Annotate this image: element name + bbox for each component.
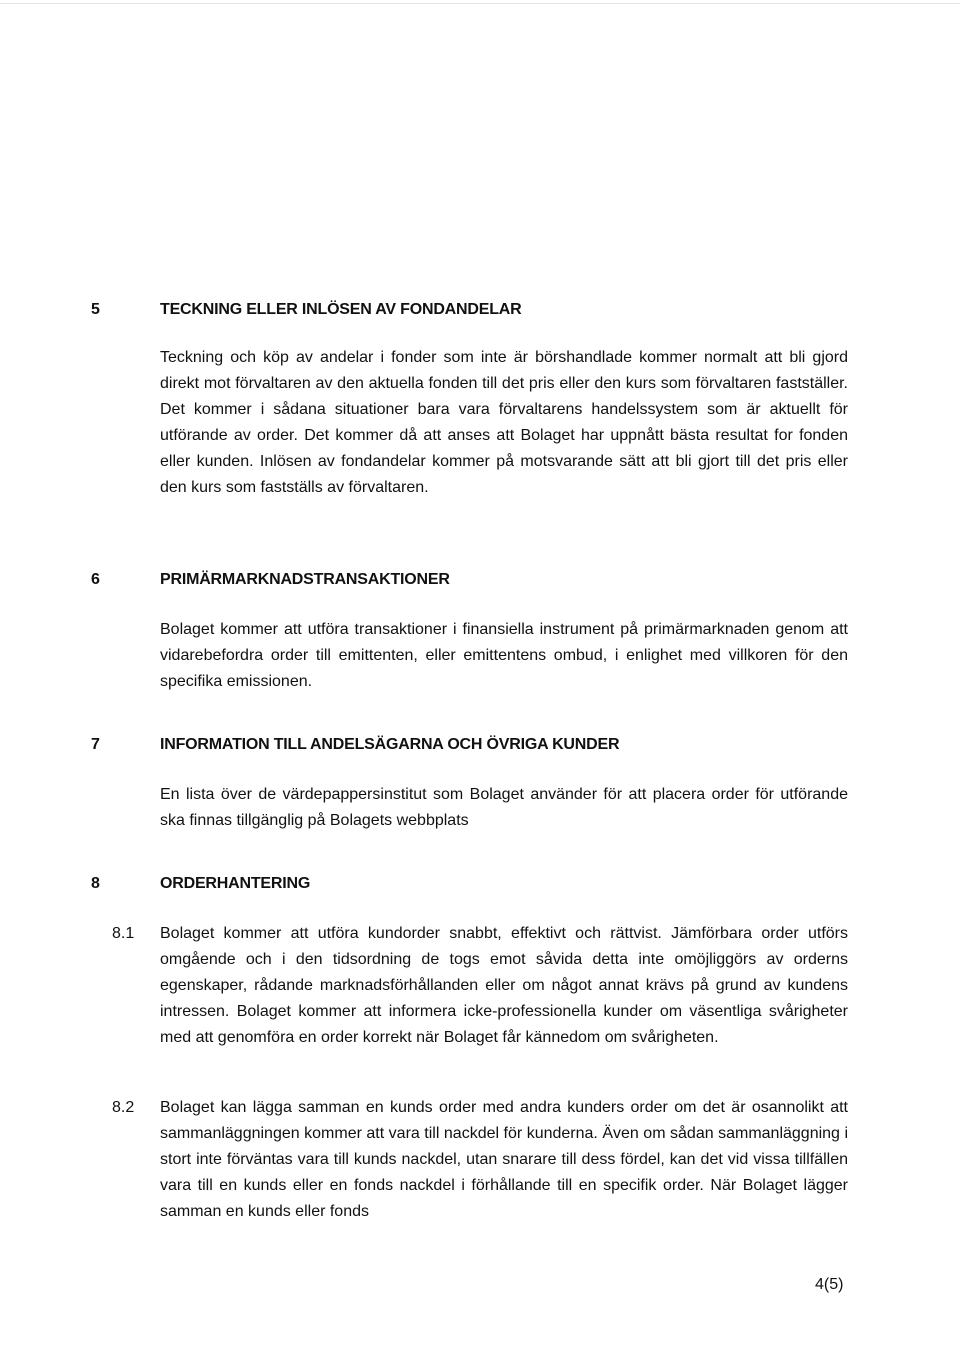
section-7-number: 7 [91, 736, 100, 753]
section-5-paragraph: Teckning och köp av andelar i fonder som inte är börshandlade kommer normalt att bli gjord direkt mot förvaltaren av den aktuella fonden till det pris eller den kurs som förvaltaren fastställer. Det kommer i sådana situationer bara vara förvaltarens handelssystem som är aktuellt för utförande av order. Det kommer då att anses att Bolaget har uppnått bästa resultat for fonden eller kunden. Inlösen av fondandelar kommer på motsvarande sätt att bli gjort till det pris eller den kurs som fastställs av förvaltaren. [160, 349, 848, 496]
section-5-number: 5 [91, 301, 100, 318]
section-8-heading: ORDERHANTERING [160, 875, 311, 892]
scan-edge-line [0, 3, 960, 4]
section-6-heading: PRIMÄRMARKNADSTRANSAKTIONER [160, 571, 450, 588]
section-8-1-number: 8.1 [112, 925, 135, 942]
section-7-paragraph: En lista över de värdepappersinstitut som Bolaget använder för att placera order för utförande ska finnas tillgänglig på Bolagets webbplats [160, 786, 848, 829]
section-6-number: 6 [91, 571, 100, 588]
section-5-heading: TECKNING ELLER INLÖSEN AV FONDANDELAR [160, 301, 522, 318]
page-number: 4(5) [815, 1276, 844, 1293]
section-8-2-number: 8.2 [112, 1099, 135, 1116]
section-7-heading: INFORMATION TILL ANDELSÄGARNA OCH ÖVRIGA KUNDER [160, 736, 620, 753]
section-8-number: 8 [91, 875, 100, 892]
section-8-1-paragraph: Bolaget kommer att utföra kundorder snabbt, effektivt och rättvist. Jämförbara order utförs omgående och i den tidsordning de togs emot såvida detta inte omöjliggörs av orderns egenskaper, rådande marknadsförhållanden eller om något annat krävs på grund av kundens intressen. Bolaget kommer att informera icke-professionella kunder om väsentliga svårigheter med att genomföra en order korrekt när Bolaget får kännedom om svårigheten. [160, 925, 848, 1046]
section-6-paragraph: Bolaget kommer att utföra transaktioner i finansiella instrument på primärmarknaden genom att vidarebefordra order till emittenten, eller emittentens ombud, i enlighet med villkoren för den specifika emissionen. [160, 621, 848, 690]
section-8-2-paragraph: Bolaget kan lägga samman en kunds order med andra kunders order om det är osannolikt att sammanläggningen kommer att vara till nackdel för kunderna. Även om sådan sammanläggning i stort inte förväntas vara till kunds nackdel, utan snarare till dess fördel, kan det vid vissa tillfällen vara till en kunds eller en fonds nackdel i förhållande till en specifik order. När Bolaget lägger samman en kunds eller fonds [160, 1099, 848, 1220]
